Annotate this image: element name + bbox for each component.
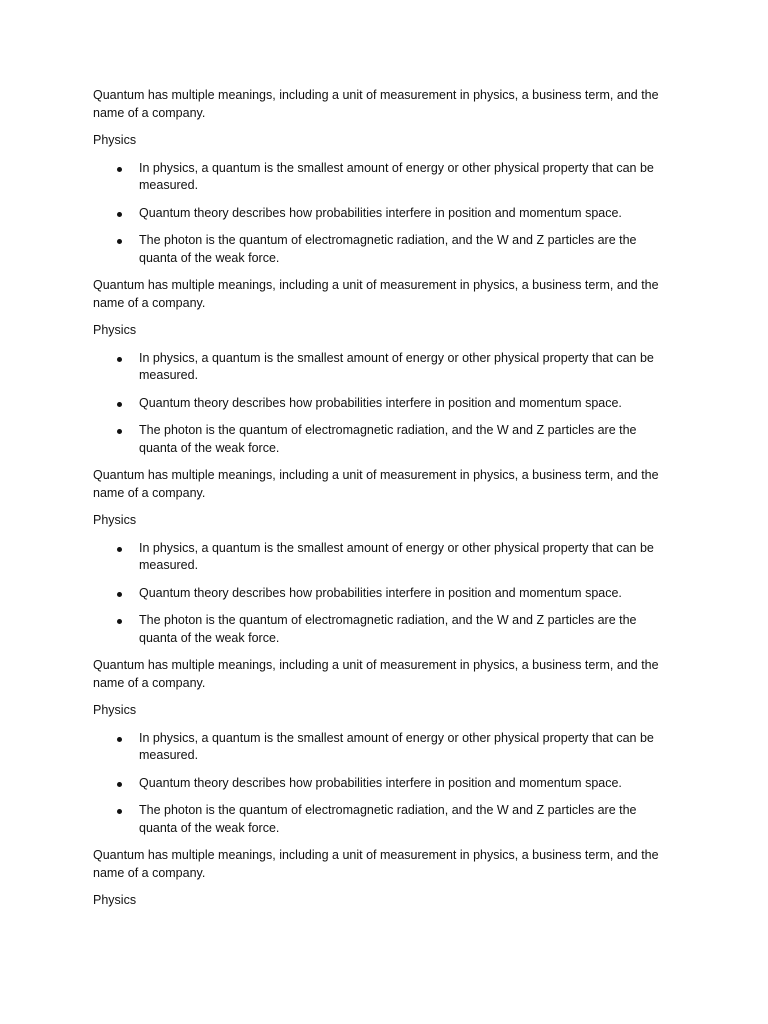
section-heading: Physics [93, 513, 137, 527]
list-item-text: The photon is the quantum of electromagnetic radiation, and the W and Z particles are the quanta of the weak force. [139, 233, 637, 265]
section-heading: Physics [93, 893, 137, 907]
intro-paragraph: Quantum has multiple meanings, including a unit of measurement in physics, a business term, and the name of a company. [93, 278, 659, 310]
bullet-icon [117, 429, 122, 434]
list-item-text: Quantum theory describes how probabilities interfere in position and momentum space. [139, 775, 622, 790]
list-item-text: In physics, a quantum is the smallest amount of energy or other physical property that can be measured. [139, 540, 654, 572]
bullet-icon [117, 167, 122, 172]
bullet-icon [117, 809, 122, 814]
list-item-text: In physics, a quantum is the smallest amount of energy or other physical property that can be measured. [139, 350, 654, 382]
list-item [93, 395, 673, 413]
section-heading: Physics [93, 323, 137, 337]
intro-paragraph: Quantum has multiple meanings, including a unit of measurement in physics, a business term, and the name of a company. [93, 88, 659, 120]
bullet-list [93, 350, 673, 458]
list-item-text: Quantum theory describes how probabilities interfere in position and momentum space. [139, 395, 622, 410]
bullet-icon [117, 592, 122, 597]
list-item [93, 802, 673, 837]
section-heading: Physics [93, 703, 137, 717]
intro-paragraph: Quantum has multiple meanings, including a unit of measurement in physics, a business term, and the name of a company. [93, 468, 659, 500]
list-item-text: The photon is the quantum of electromagnetic radiation, and the W and Z particles are the quanta of the weak force. [139, 613, 637, 645]
bullet-icon [117, 239, 122, 244]
bullet-icon [117, 547, 122, 552]
list-item-text: In physics, a quantum is the smallest amount of energy or other physical property that can be measured. [139, 160, 654, 192]
list-item [93, 205, 673, 223]
bullet-icon [117, 782, 122, 787]
bullet-list [93, 540, 673, 648]
list-item-text: Quantum theory describes how probabilities interfere in position and momentum space. [139, 205, 622, 220]
bullet-icon [117, 357, 122, 362]
list-item-text: The photon is the quantum of electromagnetic radiation, and the W and Z particles are the quanta of the weak force. [139, 803, 637, 835]
section-1 [93, 87, 673, 267]
list-item [93, 540, 673, 575]
list-item [93, 232, 673, 267]
intro-paragraph: Quantum has multiple meanings, including a unit of measurement in physics, a business term, and the name of a company. [93, 658, 659, 690]
section-3 [93, 467, 673, 647]
list-item [93, 775, 673, 793]
section-2 [93, 277, 673, 457]
list-item [93, 422, 673, 457]
bullet-icon [117, 619, 122, 624]
list-item-text: In physics, a quantum is the smallest amount of energy or other physical property that can be measured. [139, 730, 654, 762]
bullet-list [93, 730, 673, 838]
section-4 [93, 657, 673, 837]
list-item [93, 730, 673, 765]
section-5 [93, 847, 673, 910]
bullet-icon [117, 402, 122, 407]
bullet-icon [117, 737, 122, 742]
bullet-icon [117, 212, 122, 217]
bullet-list [93, 160, 673, 268]
list-item [93, 585, 673, 603]
list-item [93, 160, 673, 195]
list-item [93, 612, 673, 647]
list-item [93, 350, 673, 385]
list-item-text: The photon is the quantum of electromagnetic radiation, and the W and Z particles are the quanta of the weak force. [139, 423, 637, 455]
document-body [93, 87, 673, 920]
list-item-text: Quantum theory describes how probabilities interfere in position and momentum space. [139, 585, 622, 600]
intro-paragraph: Quantum has multiple meanings, including a unit of measurement in physics, a business term, and the name of a company. [93, 848, 659, 880]
section-heading: Physics [93, 133, 137, 147]
